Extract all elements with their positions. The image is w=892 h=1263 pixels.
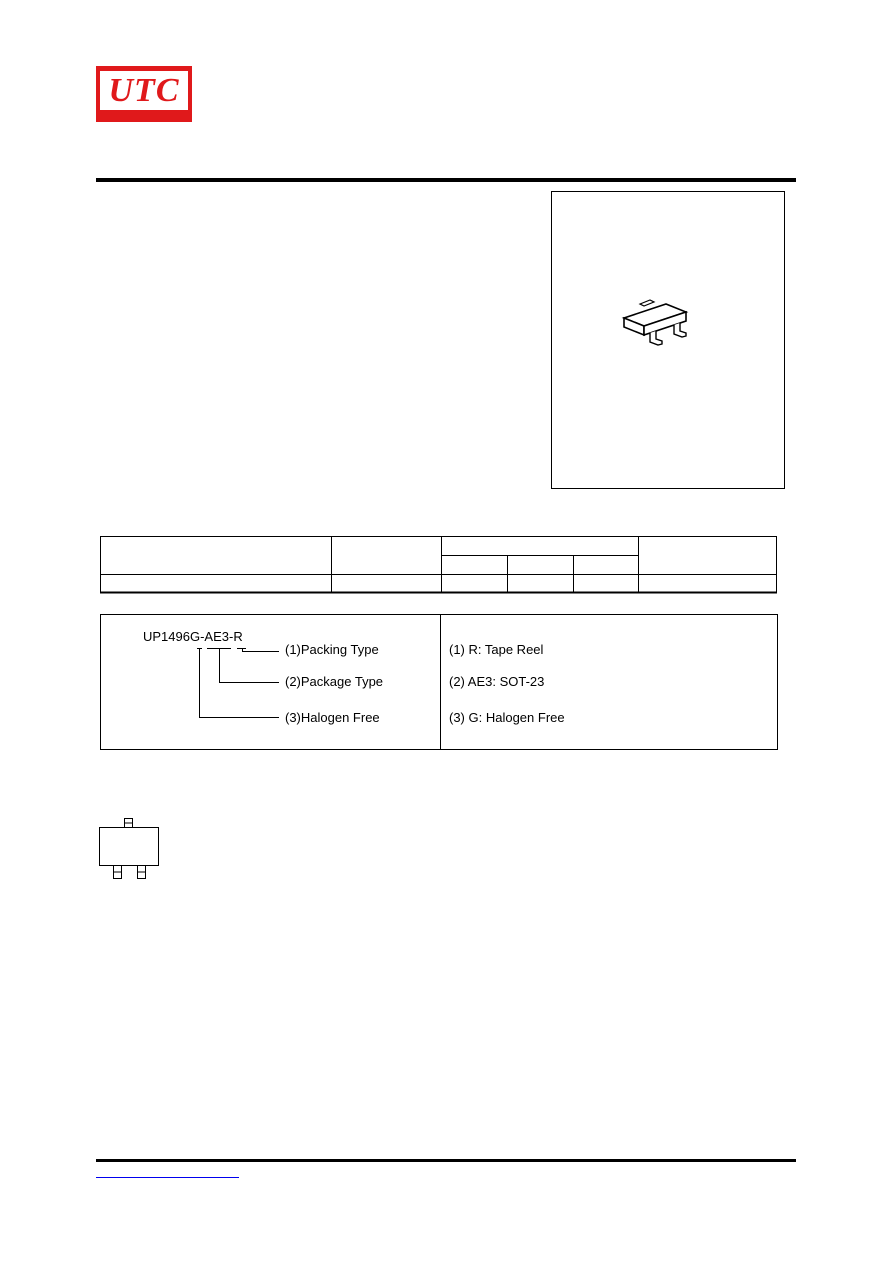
sot-23-package-icon xyxy=(620,292,700,352)
code-value-halogen-free: (3) G: Halogen Free xyxy=(449,710,565,725)
part-number-code-box xyxy=(100,614,778,750)
part-number-label: UP1496G-AE3-R xyxy=(143,629,243,644)
code-label-packing-type: (1)Packing Type xyxy=(285,642,379,657)
footer-rule xyxy=(96,1159,796,1162)
package-picture-box xyxy=(551,191,785,489)
footer-website-link[interactable] xyxy=(96,1177,239,1178)
logo-text: UTC xyxy=(108,72,180,109)
code-value-sot-23: (2) AE3: SOT-23 xyxy=(449,674,545,689)
code-value-tape-reel: (1) R: Tape Reel xyxy=(449,642,544,657)
utc-logo xyxy=(96,66,192,122)
sot-23-pin-outline-icon xyxy=(99,815,163,883)
header-rule xyxy=(96,178,796,182)
code-label-package-type: (2)Package Type xyxy=(285,674,384,689)
ordering-information-table xyxy=(100,536,777,593)
code-label-halogen-free: (3)Halogen Free xyxy=(285,710,380,725)
logo-inner-panel xyxy=(100,71,188,110)
